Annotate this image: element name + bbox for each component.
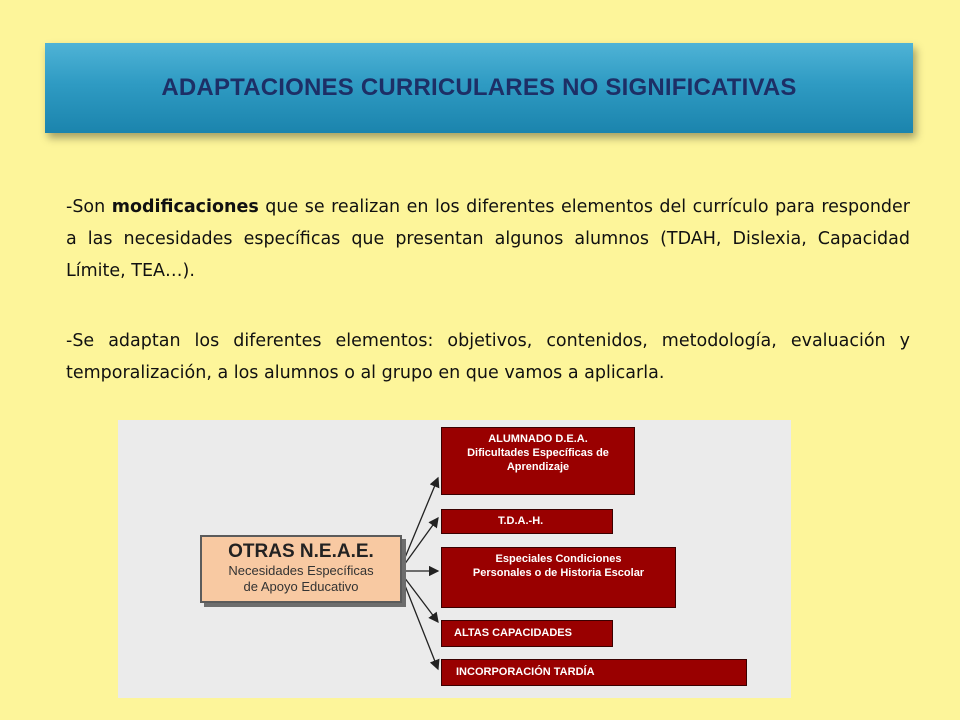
arrow-to-incorporacion: [404, 583, 438, 669]
box-especiales-condiciones: [441, 547, 676, 608]
paragraph-definition: [66, 191, 910, 287]
paragraph-definition-suffix: que se realizan en los diferentes elementos del currículo para responder a las necesidades específicas que presentan algunos alumnos (TDAH, Dislexia, Capacidad Límite, TEA…).: [66, 197, 910, 281]
box-altas-label: ALTAS CAPACIDADES: [454, 627, 572, 639]
box-alumnado-dea-line1: ALUMNADO D.E.A.: [488, 433, 588, 445]
arrow-to-tdah: [404, 518, 438, 565]
box-incorporacion-label: INCORPORACIÓN TARDÍA: [456, 666, 595, 678]
neae-subtitle-line1: Necesidades Específicas: [228, 563, 374, 578]
box-tdah-label: T.D.A.-H.: [498, 515, 544, 527]
neae-title: OTRAS N.E.A.E.: [228, 541, 374, 562]
box-tdah: [441, 509, 613, 534]
paragraph-definition-bold: modificaciones: [111, 197, 259, 217]
paragraph-elements: -Se adaptan los diferentes elementos: objetivos, contenidos, metodología, evaluación y temporalización, a los alumnos o al grupo en que vamos a aplicarla.: [66, 331, 910, 383]
arrow-to-altas: [404, 577, 438, 622]
page-title: ADAPTACIONES CURRICULARES NO SIGNIFICATIVAS: [161, 74, 797, 101]
box-altas-capacidades: [441, 620, 613, 647]
neae-subtitle-line2: de Apoyo Educativo: [243, 579, 359, 594]
box-incorporacion-tardia: [441, 659, 747, 686]
box-alumnado-dea-line3: Aprendizaje: [506, 461, 570, 473]
box-alumnado-dea-line2: Dificultades Específicas de: [467, 447, 609, 459]
arrow-to-dea: [404, 478, 438, 560]
box-especiales-line1: Especiales Condiciones: [495, 553, 622, 565]
neae-source-box: [200, 535, 402, 603]
box-alumnado-dea: [441, 427, 635, 495]
title-banner: [45, 43, 913, 133]
paragraph-definition-prefix: -Son: [66, 197, 112, 217]
neae-diagram: [118, 420, 791, 698]
box-especiales-line2: Personales o de Historia Escolar: [472, 567, 645, 579]
